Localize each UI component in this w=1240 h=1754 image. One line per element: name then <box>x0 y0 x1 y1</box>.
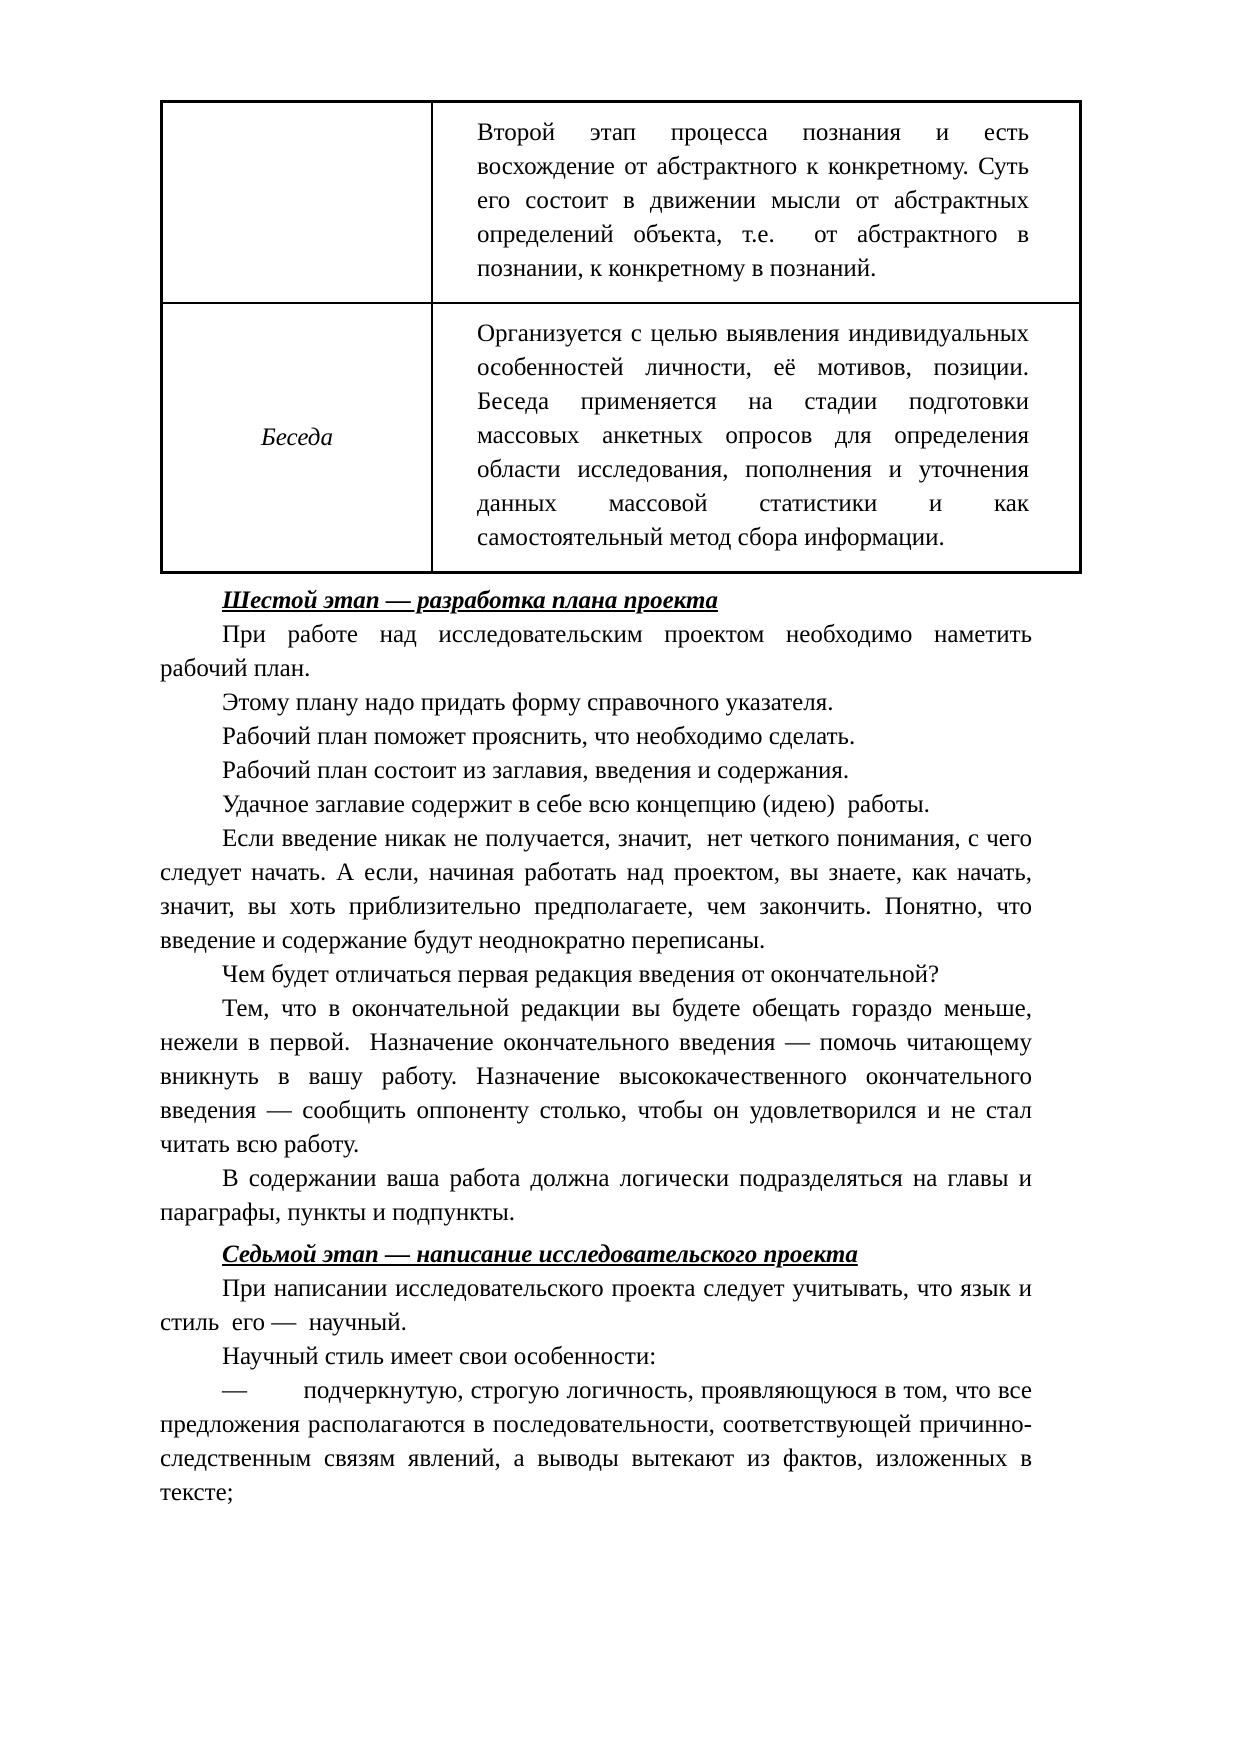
section-heading-seven: Седьмой этап — написание исследовательского проекта <box>222 1241 858 1268</box>
paragraph: Чем будет отличаться первая редакция введения от окончательной? <box>222 961 940 988</box>
paragraph: При написании исследовательского проекта следует учитывать, что язык и стиль его — научный. <box>160 1275 1032 1336</box>
section-seven <box>160 1238 1032 1510</box>
paragraph: При работе над исследовательским проектом необходимо наметить рабочий план. <box>160 621 1032 682</box>
section-heading-six: Шестой этап — разработка плана проекта <box>222 587 718 614</box>
table-row <box>162 303 1081 573</box>
paragraph: Рабочий план поможет прояснить, что необходимо сделать. <box>222 723 856 750</box>
term-cell: Беседа <box>162 303 433 573</box>
paragraph: — подчеркнутую, строгую логичность, проявляющуюся в том, что все предложения располагаются в последовательности, соответствующей причинно-следственным связям явлений, а выводы вытекают из фактов, изложенных в тексте; <box>160 1377 1032 1506</box>
paragraph: В содержании ваша работа должна логически подразделяться на главы и параграфы, пункты и подпункты. <box>160 1165 1032 1226</box>
paragraph: Рабочий план состоит из заглавия, введения и содержания. <box>222 757 850 784</box>
paragraph: Если введение никак не получается, значит, нет четкого понимания, с чего следует начать. А если, начиная работать над проектом, вы знаете, как начать, значит, вы хоть приблизительно предполагаете, чем закончить. Понятно, что введение и содержание будут неоднократно переписаны. <box>160 825 1032 954</box>
methods-table <box>160 100 1082 574</box>
paragraph: Научный стиль имеет свои особенности: <box>222 1343 657 1370</box>
table-row <box>162 102 1081 304</box>
paragraph: Этому плану надо придать форму справочного указателя. <box>222 689 834 716</box>
paragraph: Тем, что в окончательной редакции вы будете обещать гораздо меньше, нежели в первой. Назначение окончательного введения — помочь читающему вникнуть в вашу работу. Назначение высококачественного окончательного введения — сообщить оппоненту столько, чтобы он удовлетворился и не стал читать всю работу. <box>160 995 1032 1158</box>
section-six <box>160 584 1032 1230</box>
definition-cell: Организуется с целью выявления индивидуальных особенностей личности, её мотивов, позиции. Беседа применяется на стадии подготовки массовых анкетных опросов для определения области исследования, пополнения и уточнения данных массовой статистики и как самостоятельный метод сбора информации. <box>432 303 1081 573</box>
page-content <box>160 100 1032 1510</box>
definition-cell: Второй этап процесса познания и есть восхождение от абстрактного к конкретному. Суть его состоит в движении мысли от абстрактных определений объекта, т.е. от абстрактного в познании, к конкретному в познаний. <box>432 102 1081 304</box>
paragraph: Удачное заглавие содержит в себе всю концепцию (идею) работы. <box>222 791 930 818</box>
term-cell <box>162 102 433 304</box>
